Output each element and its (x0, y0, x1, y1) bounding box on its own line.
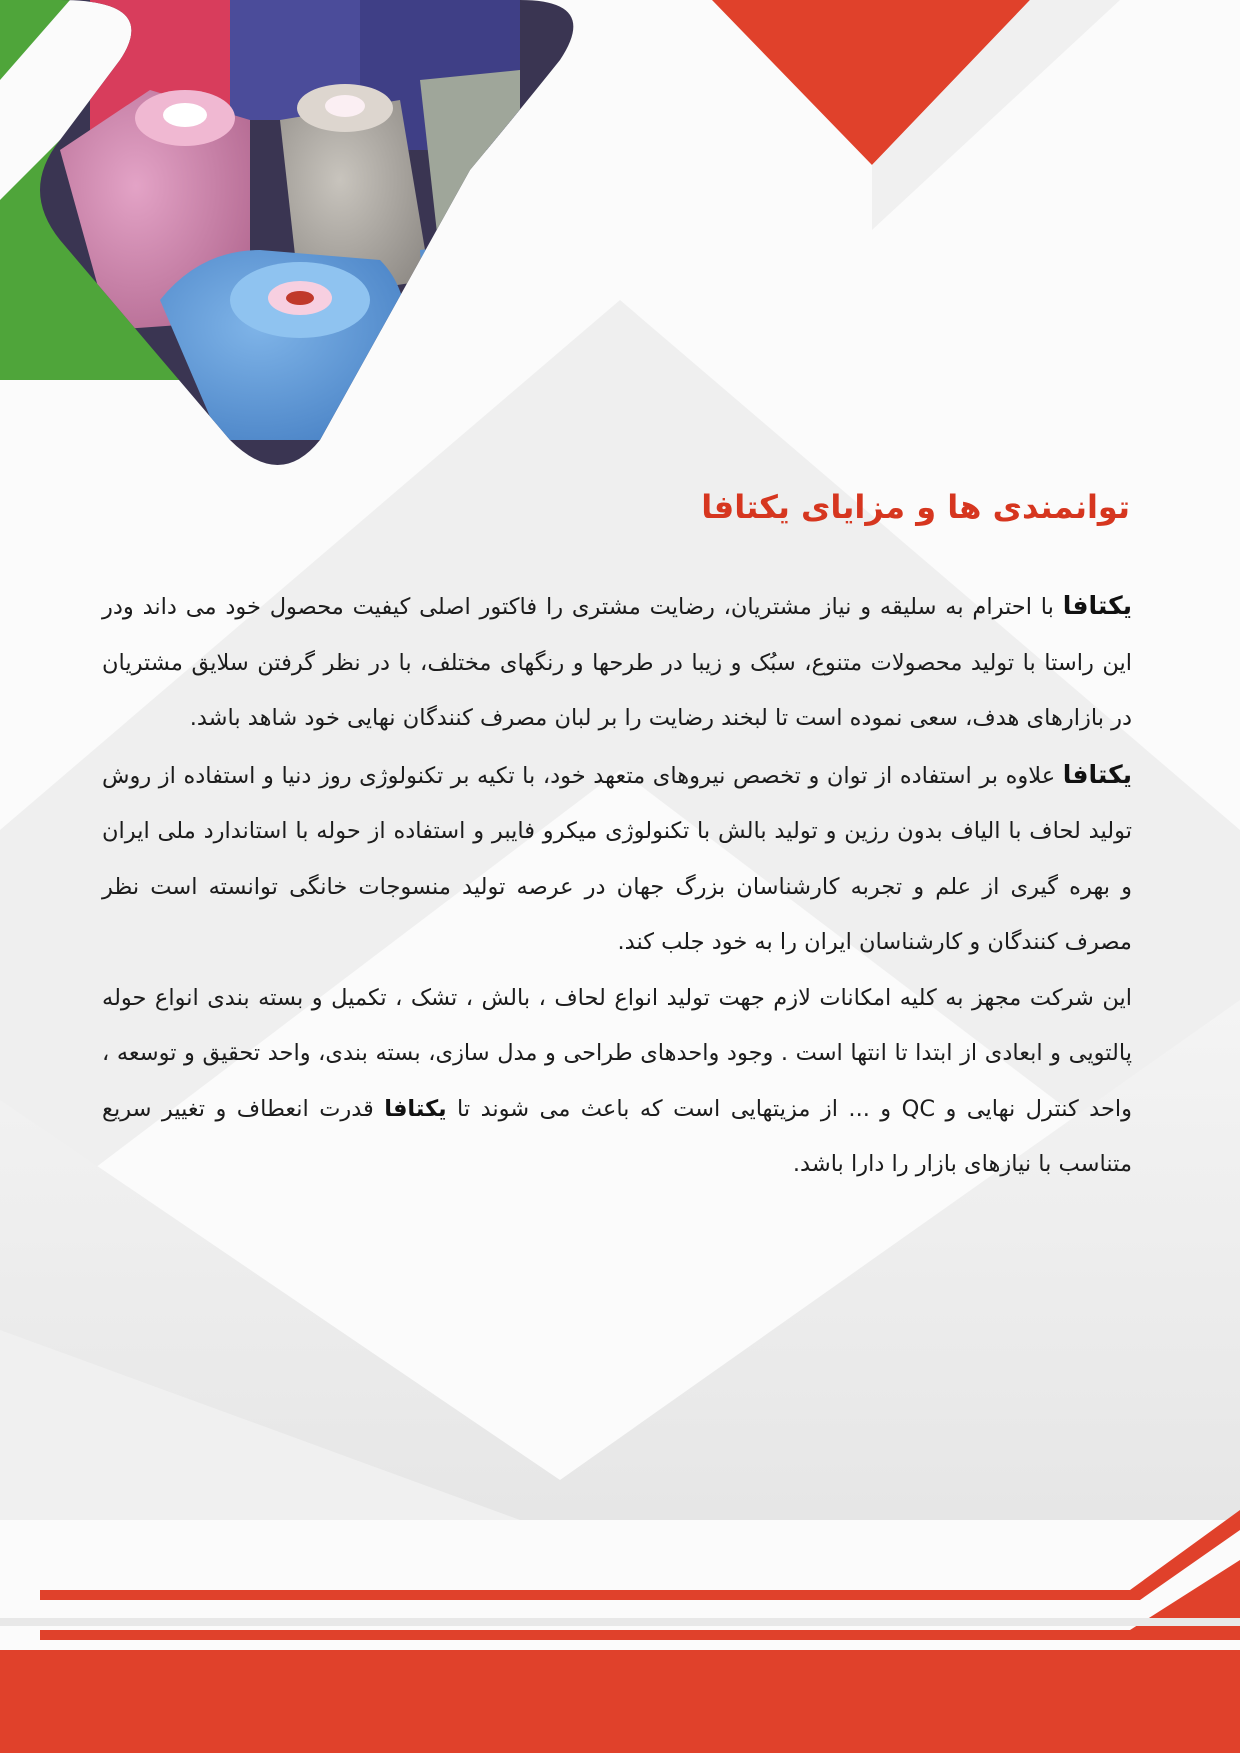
thread-spools-photo (0, 0, 610, 480)
paragraph-text: قدرت انعطاف و تغییر سریع متناسب با نیازهای بازار را دارا باشد. (102, 1095, 1132, 1177)
brand-name: یکتافا (1062, 759, 1132, 789)
paragraph-3 (102, 971, 1132, 1193)
body-text (102, 578, 1132, 1193)
brand-name: یکتافا (384, 1095, 447, 1122)
bottom-red-band (0, 1650, 1240, 1753)
paragraph-2 (102, 747, 1132, 971)
paragraph-text: با احترام به سلیقه و نیاز مشتریان، رضایت مشتری را فاکتور اصلی کیفیت محصول خود می داند ودر این راستا با تولید محصولات متنوع، سبُک و زیبا در طرحها و رنگهای مختلف، با در نظر گرفتن سلایق مشتریان در بازارهای هدف، سعی نموده است تا لبخند رضایت را بر لبان مصرف کنندگان نهایی خود شاهد باشد. (102, 594, 1132, 731)
paragraph-text: علاوه بر استفاده از توان و تخصص نیروهای متعهد خود، با تکیه بر تکنولوژی روز دنیا و استفاده از روش تولید لحاف با الیاف بدون رزین و تولید بالش با تکنولوژی میکرو فایبر و استفاده از حوله با استاندارد ملی ایران و بهره گیری از علم و تجربه کارشناسان بزرگ جهان در عرصه تولید منسوجات خانگی توانسته است نظر مصرف کنندگان و کارشناسان ایران را به خود جلب کند. (102, 762, 1132, 955)
paragraph-text: این شرکت مجهز به کلیه امکانات لازم جهت تولید انواع لحاف ، بالش ، تشک ، تکمیل و بسته بندی انواع حوله پالتویی و ابعادی از ابتدا تا انتها است . وجود واحدهای طراحی و مدل سازی، بسته بندی، واحد تحقیق و توسعه ، واحد کنترل نهایی و QC و ... از مزیتهایی است که باعث می شوند تا (102, 984, 1133, 1122)
brand-name: یکتافا (1062, 591, 1132, 620)
section-title: توانمندی ها و مزایای یکتافا (701, 488, 1130, 526)
paragraph-1 (102, 578, 1132, 747)
